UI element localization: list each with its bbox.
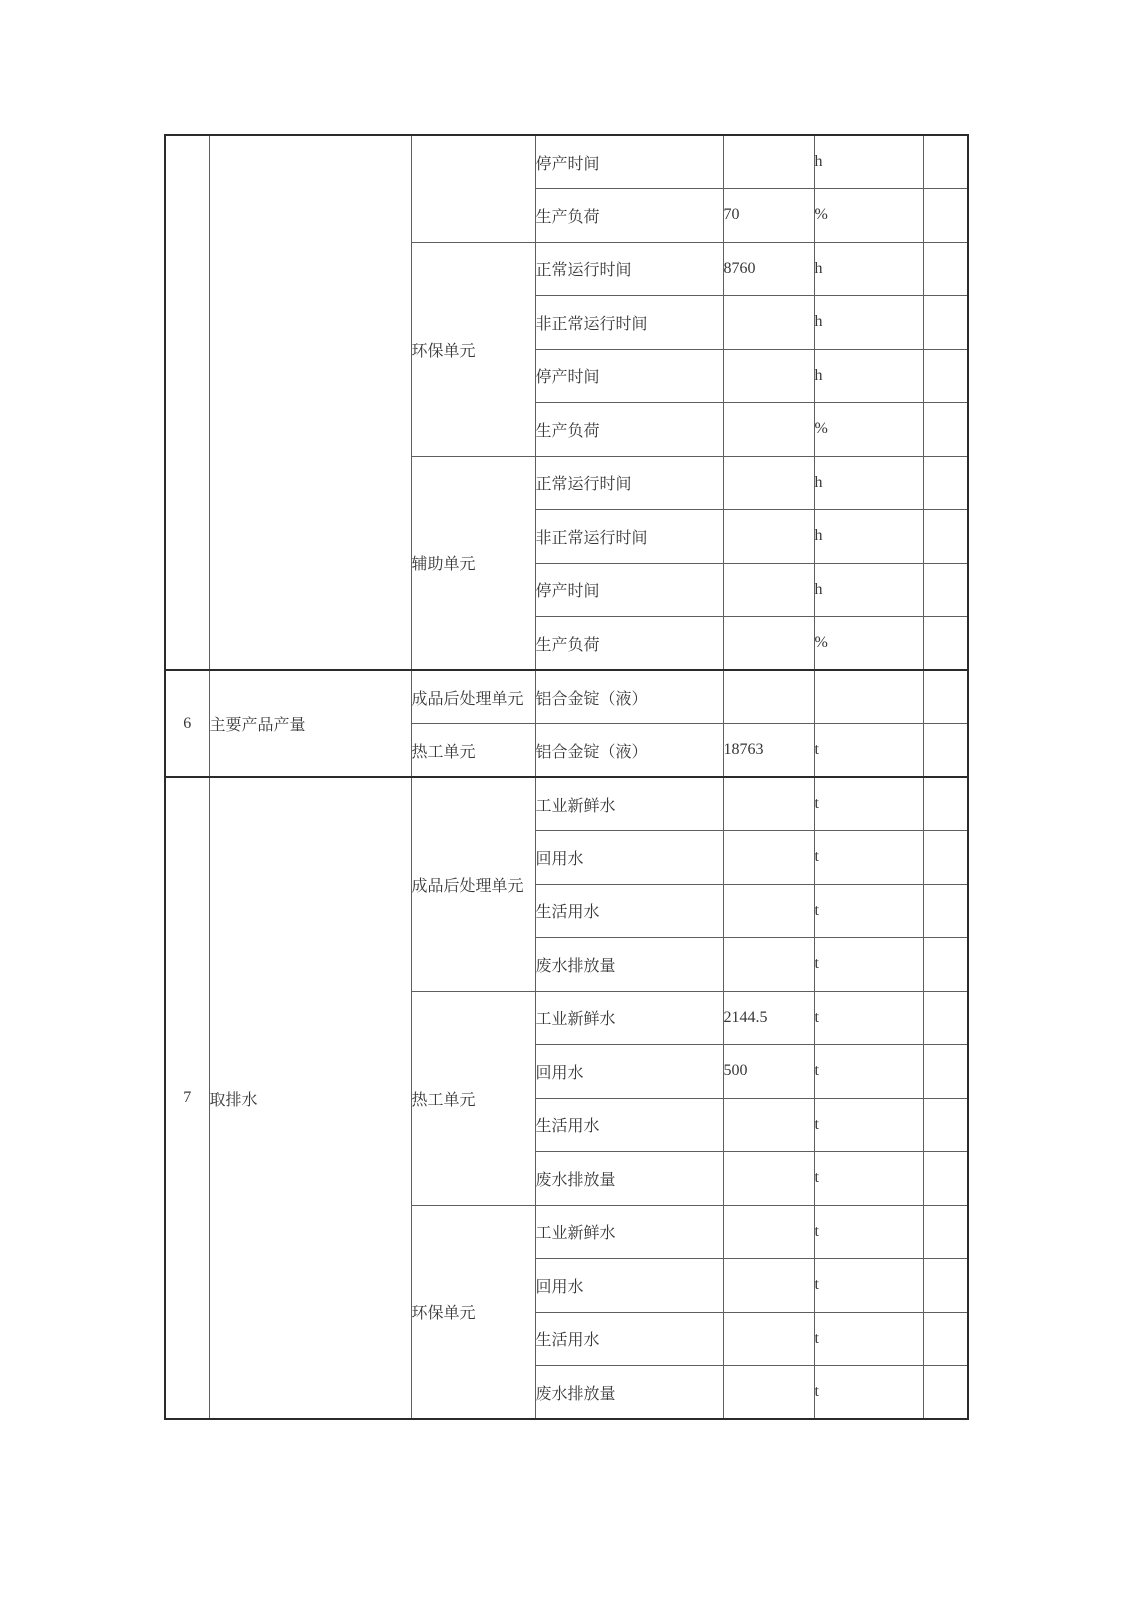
value-cell (723, 1098, 814, 1152)
serial-number-cell (165, 135, 209, 670)
unit-cell: 热工单元 (411, 991, 535, 1205)
value-cell (723, 884, 814, 938)
value-cell (723, 456, 814, 510)
unit-cell: 成品后处理单元 (411, 670, 535, 724)
parameter-cell: 生活用水 (535, 884, 723, 938)
remark-cell (923, 349, 968, 403)
parameter-cell: 停产时间 (535, 135, 723, 189)
remark-cell (923, 456, 968, 510)
value-cell (723, 296, 814, 350)
value-cell (723, 1312, 814, 1366)
parameter-cell: 非正常运行时间 (535, 296, 723, 350)
unit-of-measure-cell: h (814, 242, 923, 296)
remark-cell (923, 296, 968, 350)
unit-of-measure-cell: % (814, 189, 923, 243)
parameter-cell: 停产时间 (535, 563, 723, 617)
table-row (165, 670, 968, 724)
value-cell (723, 670, 814, 724)
parameter-cell: 铝合金锭（液） (535, 724, 723, 778)
unit-cell: 辅助单元 (411, 456, 535, 670)
value-cell (723, 510, 814, 564)
value-cell (723, 1366, 814, 1420)
parameter-cell: 生产负荷 (535, 189, 723, 243)
parameter-cell: 废水排放量 (535, 938, 723, 992)
remark-cell (923, 242, 968, 296)
parameter-cell: 停产时间 (535, 349, 723, 403)
unit-of-measure-cell: h (814, 296, 923, 350)
unit-of-measure-cell: t (814, 1205, 923, 1259)
unit-cell: 环保单元 (411, 242, 535, 456)
unit-of-measure-cell: t (814, 991, 923, 1045)
unit-of-measure-cell: % (814, 403, 923, 457)
value-cell: 70 (723, 189, 814, 243)
parameter-cell: 回用水 (535, 1259, 723, 1313)
unit-of-measure-cell (814, 670, 923, 724)
serial-number-cell: 6 (165, 670, 209, 777)
unit-cell: 环保单元 (411, 1205, 535, 1419)
parameter-cell: 非正常运行时间 (535, 510, 723, 564)
parameter-cell: 工业新鲜水 (535, 777, 723, 831)
parameter-cell: 铝合金锭（液） (535, 670, 723, 724)
production-data-table (164, 134, 969, 1420)
remark-cell (923, 135, 968, 189)
value-cell (723, 1205, 814, 1259)
unit-of-measure-cell: t (814, 777, 923, 831)
item-name-cell: 主要产品产量 (209, 670, 411, 777)
unit-of-measure-cell: t (814, 1366, 923, 1420)
parameter-cell: 正常运行时间 (535, 242, 723, 296)
remark-cell (923, 884, 968, 938)
remark-cell (923, 1045, 968, 1099)
unit-of-measure-cell: t (814, 831, 923, 885)
parameter-cell: 工业新鲜水 (535, 991, 723, 1045)
remark-cell (923, 510, 968, 564)
remark-cell (923, 1098, 968, 1152)
unit-cell (411, 135, 535, 242)
unit-of-measure-cell: % (814, 617, 923, 671)
item-name-cell (209, 135, 411, 670)
parameter-cell: 废水排放量 (535, 1366, 723, 1420)
unit-of-measure-cell: t (814, 938, 923, 992)
remark-cell (923, 724, 968, 778)
unit-of-measure-cell: t (814, 1312, 923, 1366)
value-cell: 8760 (723, 242, 814, 296)
parameter-cell: 回用水 (535, 831, 723, 885)
item-name-cell: 取排水 (209, 777, 411, 1419)
remark-cell (923, 617, 968, 671)
parameter-cell: 生产负荷 (535, 403, 723, 457)
unit-cell: 热工单元 (411, 724, 535, 778)
parameter-cell: 生活用水 (535, 1098, 723, 1152)
remark-cell (923, 1312, 968, 1366)
remark-cell (923, 1366, 968, 1420)
value-cell (723, 403, 814, 457)
parameter-cell: 废水排放量 (535, 1152, 723, 1206)
unit-of-measure-cell: h (814, 456, 923, 510)
value-cell: 2144.5 (723, 991, 814, 1045)
table-row (165, 777, 968, 831)
value-cell (723, 1152, 814, 1206)
unit-of-measure-cell: h (814, 563, 923, 617)
remark-cell (923, 189, 968, 243)
table-row (165, 135, 968, 189)
remark-cell (923, 938, 968, 992)
unit-cell: 成品后处理单元 (411, 777, 535, 991)
value-cell (723, 349, 814, 403)
value-cell (723, 563, 814, 617)
serial-number-cell: 7 (165, 777, 209, 1419)
remark-cell (923, 1259, 968, 1313)
value-cell (723, 777, 814, 831)
value-cell: 18763 (723, 724, 814, 778)
value-cell (723, 617, 814, 671)
remark-cell (923, 831, 968, 885)
unit-of-measure-cell: t (814, 884, 923, 938)
unit-of-measure-cell: h (814, 510, 923, 564)
remark-cell (923, 991, 968, 1045)
parameter-cell: 生活用水 (535, 1312, 723, 1366)
unit-of-measure-cell: h (814, 349, 923, 403)
remark-cell (923, 563, 968, 617)
value-cell (723, 1259, 814, 1313)
remark-cell (923, 1205, 968, 1259)
remark-cell (923, 1152, 968, 1206)
parameter-cell: 正常运行时间 (535, 456, 723, 510)
remark-cell (923, 403, 968, 457)
unit-of-measure-cell: t (814, 1152, 923, 1206)
unit-of-measure-cell: h (814, 135, 923, 189)
unit-of-measure-cell: t (814, 1045, 923, 1099)
value-cell: 500 (723, 1045, 814, 1099)
remark-cell (923, 777, 968, 831)
remark-cell (923, 670, 968, 724)
parameter-cell: 回用水 (535, 1045, 723, 1099)
value-cell (723, 135, 814, 189)
unit-of-measure-cell: t (814, 724, 923, 778)
parameter-cell: 工业新鲜水 (535, 1205, 723, 1259)
unit-of-measure-cell: t (814, 1098, 923, 1152)
parameter-cell: 生产负荷 (535, 617, 723, 671)
value-cell (723, 831, 814, 885)
unit-of-measure-cell: t (814, 1259, 923, 1313)
value-cell (723, 938, 814, 992)
